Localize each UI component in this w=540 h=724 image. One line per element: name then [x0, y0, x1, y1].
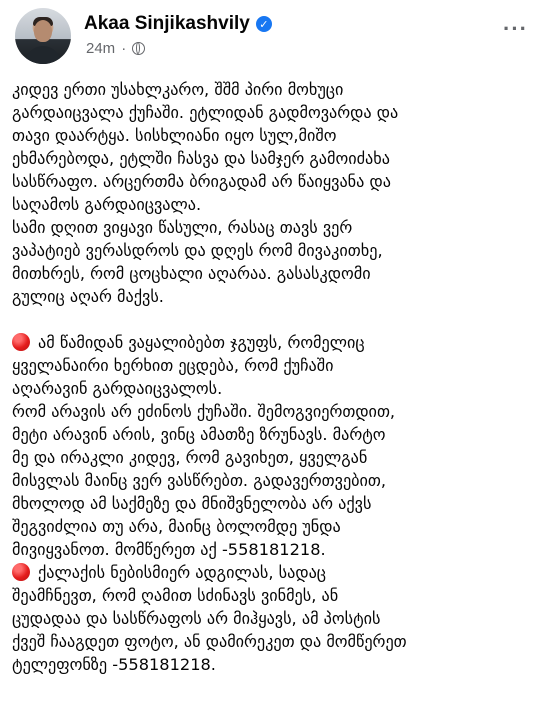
- post-line: შეგვიძლია თუ არა, მაინც ბოლომდე უნდა: [12, 517, 341, 536]
- post-meta: [86, 40, 145, 57]
- author-name-row: [84, 12, 272, 36]
- post-line: კიდევ ერთი უსახლკარო, შშმ პირი მოხუცი: [12, 80, 344, 99]
- more-horizontal-icon[interactable]: ···: [503, 16, 528, 41]
- post-line: მე და ირაკლი კიდევ, რომ გავიხეთ, ყველგან: [12, 448, 368, 467]
- post-line: სასწრაფო. არცერთმა ბრიგადამ არ წაიყვანა და: [12, 172, 391, 191]
- avatar-head: [34, 20, 52, 42]
- post-timestamp[interactable]: 24m: [86, 40, 116, 57]
- post-line: გარდაიცვალა ქუჩაში. ეტლიდან გადმოვარდა და: [12, 103, 399, 122]
- post-line: მისვლას მაინც ვერ ვასწრებთ. გადავერთვებით,: [12, 471, 387, 490]
- post-line: რომ არავის არ ეძინოს ქუჩაში. შემოგვიერთდით,: [12, 402, 396, 421]
- post-line: [12, 561, 532, 584]
- post-header: [0, 0, 540, 70]
- post-text: [12, 78, 532, 676]
- post-line: თავი დაარტყა. სისხლიანი იყო სულ,მიშო: [12, 126, 337, 145]
- post-line: შეამჩნევთ, რომ ღამით სძინავს ვინმეს, ან: [12, 586, 339, 605]
- avatar-shirt: [25, 46, 61, 64]
- post-line: ცუდადაა და სასწრაფოს არ მიჰყავს, ამ პოსტის: [12, 609, 381, 628]
- post-line: ქვეშ ჩააგდეთ ფოტო, ან დამირეკეთ და მომწერეთ: [12, 632, 407, 651]
- post-line-text: ამ წამიდან ვაყალიბებთ ჯგუფს, რომელიც: [38, 333, 365, 352]
- meta-separator: ·: [121, 40, 127, 57]
- post-line-text: ქალაქის ნებისმიერ ადგილას, სადაც: [38, 563, 327, 582]
- red-circle-emoji-icon: [12, 563, 30, 581]
- post-line: აღარავინ გარდაიცვალოს.: [12, 379, 223, 398]
- verified-badge-icon: ✓: [256, 16, 272, 32]
- author-avatar[interactable]: [15, 8, 71, 64]
- paragraph-gap: [12, 308, 532, 331]
- post-line: ვაპატიებ ვერასდროს და დღეს რომ მივაკითხე,: [12, 241, 383, 260]
- post-line: ტელეფონზე -558181218.: [12, 655, 216, 674]
- post-line: ეხმარებოდა, ეტლში ჩასვა და სამჯერ გამოიძახა: [12, 149, 390, 168]
- post-line: მივიყვანოთ. მომწერეთ აქ -558181218.: [12, 540, 326, 559]
- red-circle-emoji-icon: [12, 333, 30, 351]
- post-line: მითხრეს, რომ ცოცხალი აღარაა. გასასკდომი: [12, 264, 371, 283]
- globe-icon[interactable]: [132, 42, 145, 55]
- post-line: მხოლოდ ამ საქმეზე და მნიშვნელობა არ აქვს: [12, 494, 372, 513]
- post-line: მეტი არავინ არის, ვინც ამათზე ზრუნავს. მარტო: [12, 425, 386, 444]
- post-line: [12, 331, 532, 354]
- author-name[interactable]: Akaa Sinjikashvily: [84, 13, 250, 34]
- post-block-3: [12, 561, 532, 676]
- post-line: ყველანაირი ხერხით ეცდება, რომ ქუჩაში: [12, 356, 334, 375]
- post-line: საღამოს გარდაიცვალა.: [12, 195, 202, 214]
- post-block-2: [12, 331, 532, 561]
- post-block-1: [12, 78, 532, 308]
- post-line: სამი დღით ვიყავი წასული, რასაც თავს ვერ: [12, 218, 353, 237]
- post-line: გულიც აღარ მაქვს.: [12, 287, 164, 306]
